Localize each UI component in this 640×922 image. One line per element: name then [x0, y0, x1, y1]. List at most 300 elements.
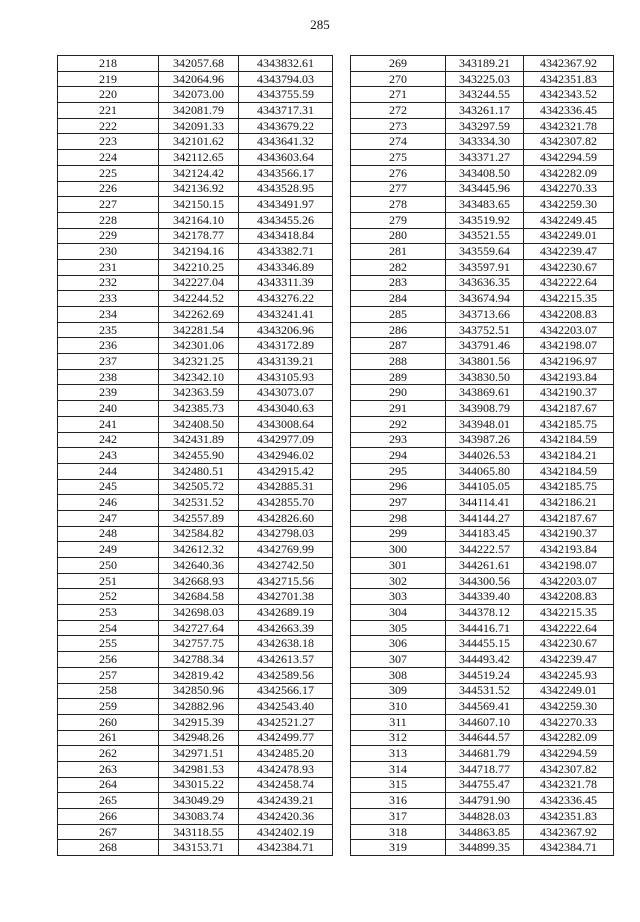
y-coordinate-cell: 4342187.67: [524, 510, 614, 526]
table-row: [351, 652, 614, 668]
x-coordinate-cell: 342164.10: [159, 212, 239, 228]
point-number-cell: 310: [351, 699, 446, 715]
y-coordinate-cell: 4342689.19: [239, 605, 333, 621]
y-coordinate-cell: 4342826.60: [239, 510, 333, 526]
y-coordinate-cell: 4342294.59: [524, 150, 614, 166]
table-row: [351, 667, 614, 683]
y-coordinate-cell: 4342613.57: [239, 652, 333, 668]
y-coordinate-cell: 4342521.27: [239, 714, 333, 730]
point-number-cell: 244: [58, 463, 159, 479]
x-coordinate-cell: 343597.91: [446, 259, 524, 275]
table-row: [58, 714, 333, 730]
point-number-cell: 299: [351, 526, 446, 542]
point-number-cell: 262: [58, 746, 159, 762]
table-row: [58, 244, 333, 260]
x-coordinate-cell: 342064.96: [159, 71, 239, 87]
table-row: [351, 636, 614, 652]
table-row: [58, 118, 333, 134]
x-coordinate-cell: 343674.94: [446, 291, 524, 307]
x-coordinate-cell: 342150.15: [159, 197, 239, 213]
point-number-cell: 274: [351, 134, 446, 150]
table-row: [58, 558, 333, 574]
point-number-cell: 243: [58, 448, 159, 464]
y-coordinate-cell: 4342885.31: [239, 479, 333, 495]
point-number-cell: 292: [351, 416, 446, 432]
point-number-cell: 226: [58, 181, 159, 197]
x-coordinate-cell: 342698.03: [159, 605, 239, 621]
table-row: [351, 589, 614, 605]
table-row: [351, 605, 614, 621]
table-row: [58, 275, 333, 291]
x-coordinate-cell: 342948.26: [159, 730, 239, 746]
point-number-cell: 295: [351, 463, 446, 479]
point-number-cell: 298: [351, 510, 446, 526]
point-number-cell: 221: [58, 103, 159, 119]
x-coordinate-cell: 342431.89: [159, 432, 239, 448]
point-number-cell: 287: [351, 338, 446, 354]
y-coordinate-cell: 4342321.78: [524, 118, 614, 134]
x-coordinate-cell: 342684.58: [159, 589, 239, 605]
point-number-cell: 306: [351, 636, 446, 652]
point-number-cell: 246: [58, 495, 159, 511]
table-row: [351, 479, 614, 495]
x-coordinate-cell: 343908.79: [446, 401, 524, 417]
y-coordinate-cell: 4343491.97: [239, 197, 333, 213]
y-coordinate-cell: 4342589.56: [239, 667, 333, 683]
y-coordinate-cell: 4342259.30: [524, 197, 614, 213]
point-number-cell: 265: [58, 793, 159, 809]
x-coordinate-cell: 344300.56: [446, 573, 524, 589]
x-coordinate-cell: 342788.34: [159, 652, 239, 668]
y-coordinate-cell: 4342307.82: [524, 134, 614, 150]
point-number-cell: 233: [58, 291, 159, 307]
table-row: [351, 714, 614, 730]
x-coordinate-cell: 343869.61: [446, 385, 524, 401]
y-coordinate-cell: 4342203.07: [524, 573, 614, 589]
x-coordinate-cell: 342981.53: [159, 761, 239, 777]
point-number-cell: 242: [58, 432, 159, 448]
x-coordinate-cell: 343371.27: [446, 150, 524, 166]
y-coordinate-cell: 4342249.45: [524, 212, 614, 228]
x-coordinate-cell: 342363.59: [159, 385, 239, 401]
x-coordinate-cell: 342505.72: [159, 479, 239, 495]
y-coordinate-cell: 4342239.47: [524, 652, 614, 668]
point-number-cell: 224: [58, 150, 159, 166]
table-row: [58, 840, 333, 856]
y-coordinate-cell: 4342715.56: [239, 573, 333, 589]
x-coordinate-cell: 342757.75: [159, 636, 239, 652]
table-row: [351, 761, 614, 777]
point-number-cell: 301: [351, 558, 446, 574]
page-number: 285: [310, 17, 330, 32]
point-number-cell: 318: [351, 824, 446, 840]
y-coordinate-cell: 4342367.92: [524, 824, 614, 840]
y-coordinate-cell: 4342193.84: [524, 542, 614, 558]
y-coordinate-cell: 4342321.78: [524, 777, 614, 793]
x-coordinate-cell: 344755.47: [446, 777, 524, 793]
x-coordinate-cell: 342262.69: [159, 307, 239, 323]
table-row: [351, 558, 614, 574]
y-coordinate-cell: 4342307.82: [524, 761, 614, 777]
x-coordinate-cell: 343987.26: [446, 432, 524, 448]
point-number-cell: 255: [58, 636, 159, 652]
table-row: [58, 150, 333, 166]
point-number-cell: 266: [58, 809, 159, 825]
x-coordinate-cell: 344455.15: [446, 636, 524, 652]
point-number-cell: 276: [351, 165, 446, 181]
table-row: [351, 212, 614, 228]
x-coordinate-cell: 343801.56: [446, 354, 524, 370]
x-coordinate-cell: 344339.40: [446, 589, 524, 605]
point-number-cell: 270: [351, 71, 446, 87]
point-number-cell: 239: [58, 385, 159, 401]
x-coordinate-cell: 342408.50: [159, 416, 239, 432]
y-coordinate-cell: 4343040.63: [239, 401, 333, 417]
y-coordinate-cell: 4343206.96: [239, 322, 333, 338]
y-coordinate-cell: 4343241.41: [239, 307, 333, 323]
x-coordinate-cell: 342727.64: [159, 620, 239, 636]
x-coordinate-cell: 342882.96: [159, 699, 239, 715]
table-row: [351, 824, 614, 840]
table-row: [58, 103, 333, 119]
y-coordinate-cell: 4343679.22: [239, 118, 333, 134]
table-row: [58, 385, 333, 401]
x-coordinate-cell: 344828.03: [446, 809, 524, 825]
table-body: [351, 56, 614, 856]
table-row: [351, 683, 614, 699]
y-coordinate-cell: 4343832.61: [239, 56, 333, 72]
y-coordinate-cell: 4342222.64: [524, 620, 614, 636]
point-number-cell: 264: [58, 777, 159, 793]
y-coordinate-cell: 4342566.17: [239, 683, 333, 699]
x-coordinate-cell: 344531.52: [446, 683, 524, 699]
table-row: [58, 636, 333, 652]
point-number-cell: 304: [351, 605, 446, 621]
y-coordinate-cell: 4342270.33: [524, 181, 614, 197]
y-coordinate-cell: 4343382.71: [239, 244, 333, 260]
x-coordinate-cell: 344718.77: [446, 761, 524, 777]
table-row: [58, 71, 333, 87]
y-coordinate-cell: 4342439.21: [239, 793, 333, 809]
table-row: [351, 777, 614, 793]
y-coordinate-cell: 4342367.92: [524, 56, 614, 72]
table-row: [351, 542, 614, 558]
x-coordinate-cell: 342342.10: [159, 369, 239, 385]
point-number-cell: 268: [58, 840, 159, 856]
table-row: [351, 416, 614, 432]
table-row: [58, 307, 333, 323]
x-coordinate-cell: 343297.59: [446, 118, 524, 134]
table-row: [58, 416, 333, 432]
table-row: [58, 526, 333, 542]
x-coordinate-cell: 344183.45: [446, 526, 524, 542]
point-number-cell: 251: [58, 573, 159, 589]
point-number-cell: 316: [351, 793, 446, 809]
x-coordinate-cell: 344493.42: [446, 652, 524, 668]
point-number-cell: 284: [351, 291, 446, 307]
point-number-cell: 300: [351, 542, 446, 558]
table-row: [351, 275, 614, 291]
point-number-cell: 220: [58, 87, 159, 103]
point-number-cell: 277: [351, 181, 446, 197]
table-row: [351, 165, 614, 181]
point-number-cell: 297: [351, 495, 446, 511]
x-coordinate-cell: 344899.35: [446, 840, 524, 856]
point-number-cell: 240: [58, 401, 159, 417]
x-coordinate-cell: 343559.64: [446, 244, 524, 260]
y-coordinate-cell: 4342855.70: [239, 495, 333, 511]
table-row: [351, 573, 614, 589]
y-coordinate-cell: 4342915.42: [239, 463, 333, 479]
y-coordinate-cell: 4342384.71: [524, 840, 614, 856]
x-coordinate-cell: 343713.66: [446, 307, 524, 323]
point-number-cell: 288: [351, 354, 446, 370]
y-coordinate-cell: 4343276.22: [239, 291, 333, 307]
y-coordinate-cell: 4342701.38: [239, 589, 333, 605]
table-row: [351, 526, 614, 542]
x-coordinate-cell: 343519.92: [446, 212, 524, 228]
x-coordinate-cell: 344569.41: [446, 699, 524, 715]
table-row: [58, 338, 333, 354]
table-row: [58, 573, 333, 589]
table-row: [58, 683, 333, 699]
point-number-cell: 294: [351, 448, 446, 464]
table-row: [351, 840, 614, 856]
y-coordinate-cell: 4343603.64: [239, 150, 333, 166]
point-number-cell: 252: [58, 589, 159, 605]
x-coordinate-cell: 342136.92: [159, 181, 239, 197]
table-row: [58, 746, 333, 762]
y-coordinate-cell: 4342270.33: [524, 714, 614, 730]
y-coordinate-cell: 4343172.89: [239, 338, 333, 354]
x-coordinate-cell: 344144.27: [446, 510, 524, 526]
point-number-cell: 232: [58, 275, 159, 291]
x-coordinate-cell: 342971.51: [159, 746, 239, 762]
y-coordinate-cell: 4342215.35: [524, 291, 614, 307]
table-row: [58, 259, 333, 275]
y-coordinate-cell: 4342769.99: [239, 542, 333, 558]
x-coordinate-cell: 342480.51: [159, 463, 239, 479]
x-coordinate-cell: 343521.55: [446, 228, 524, 244]
point-number-cell: 302: [351, 573, 446, 589]
table-row: [58, 165, 333, 181]
table-row: [351, 354, 614, 370]
table-row: [351, 103, 614, 119]
x-coordinate-cell: 342531.52: [159, 495, 239, 511]
table-row: [58, 197, 333, 213]
y-coordinate-cell: 4342336.45: [524, 793, 614, 809]
point-number-cell: 307: [351, 652, 446, 668]
x-coordinate-cell: 344222.57: [446, 542, 524, 558]
table-row: [58, 761, 333, 777]
point-number-cell: 269: [351, 56, 446, 72]
table-row: [351, 369, 614, 385]
table-row: [58, 354, 333, 370]
table-row: [351, 118, 614, 134]
x-coordinate-cell: 343636.35: [446, 275, 524, 291]
point-number-cell: 254: [58, 620, 159, 636]
y-coordinate-cell: 4343418.84: [239, 228, 333, 244]
point-number-cell: 279: [351, 212, 446, 228]
point-number-cell: 235: [58, 322, 159, 338]
y-coordinate-cell: 4343105.93: [239, 369, 333, 385]
point-number-cell: 250: [58, 558, 159, 574]
point-number-cell: 263: [58, 761, 159, 777]
y-coordinate-cell: 4342187.67: [524, 401, 614, 417]
point-number-cell: 228: [58, 212, 159, 228]
point-number-cell: 261: [58, 730, 159, 746]
y-coordinate-cell: 4342543.40: [239, 699, 333, 715]
y-coordinate-cell: 4343311.39: [239, 275, 333, 291]
y-coordinate-cell: 4342402.19: [239, 824, 333, 840]
coordinates-table-left: [57, 55, 333, 856]
table-row: [58, 432, 333, 448]
table-row: [351, 259, 614, 275]
y-coordinate-cell: 4342196.97: [524, 354, 614, 370]
point-number-cell: 290: [351, 385, 446, 401]
y-coordinate-cell: 4342222.64: [524, 275, 614, 291]
table-row: [58, 777, 333, 793]
x-coordinate-cell: 342073.00: [159, 87, 239, 103]
x-coordinate-cell: 344261.61: [446, 558, 524, 574]
x-coordinate-cell: 342124.42: [159, 165, 239, 181]
table-row: [351, 197, 614, 213]
x-coordinate-cell: 344378.12: [446, 605, 524, 621]
x-coordinate-cell: 343118.55: [159, 824, 239, 840]
point-number-cell: 238: [58, 369, 159, 385]
point-number-cell: 229: [58, 228, 159, 244]
y-coordinate-cell: 4342245.93: [524, 667, 614, 683]
table-row: [351, 322, 614, 338]
x-coordinate-cell: 343948.01: [446, 416, 524, 432]
point-number-cell: 289: [351, 369, 446, 385]
y-coordinate-cell: 4343528.95: [239, 181, 333, 197]
x-coordinate-cell: 343083.74: [159, 809, 239, 825]
x-coordinate-cell: 344114.41: [446, 495, 524, 511]
x-coordinate-cell: 342081.79: [159, 103, 239, 119]
x-coordinate-cell: 343830.50: [446, 369, 524, 385]
x-coordinate-cell: 342668.93: [159, 573, 239, 589]
point-number-cell: 248: [58, 526, 159, 542]
table-row: [351, 71, 614, 87]
point-number-cell: 308: [351, 667, 446, 683]
point-number-cell: 222: [58, 118, 159, 134]
y-coordinate-cell: 4342185.75: [524, 479, 614, 495]
y-coordinate-cell: 4342458.74: [239, 777, 333, 793]
y-coordinate-cell: 4342343.52: [524, 87, 614, 103]
table-row: [58, 510, 333, 526]
y-coordinate-cell: 4342185.75: [524, 416, 614, 432]
x-coordinate-cell: 342819.42: [159, 667, 239, 683]
table-row: [58, 87, 333, 103]
point-number-cell: 313: [351, 746, 446, 762]
table-row: [351, 291, 614, 307]
table-row: [58, 809, 333, 825]
table-row: [351, 463, 614, 479]
point-number-cell: 258: [58, 683, 159, 699]
table-row: [351, 338, 614, 354]
y-coordinate-cell: 4342742.50: [239, 558, 333, 574]
table-row: [351, 432, 614, 448]
table-row: [351, 181, 614, 197]
table-row: [58, 542, 333, 558]
y-coordinate-cell: 4342282.09: [524, 165, 614, 181]
y-coordinate-cell: 4343641.32: [239, 134, 333, 150]
table-row: [351, 228, 614, 244]
point-number-cell: 225: [58, 165, 159, 181]
point-number-cell: 260: [58, 714, 159, 730]
table-row: [58, 495, 333, 511]
point-number-cell: 282: [351, 259, 446, 275]
point-number-cell: 237: [58, 354, 159, 370]
y-coordinate-cell: 4342198.07: [524, 338, 614, 354]
table-row: [58, 369, 333, 385]
y-coordinate-cell: 4342190.37: [524, 526, 614, 542]
table-row: [351, 495, 614, 511]
x-coordinate-cell: 342227.04: [159, 275, 239, 291]
y-coordinate-cell: 4343717.31: [239, 103, 333, 119]
table-row: [351, 620, 614, 636]
table-row: [351, 385, 614, 401]
y-coordinate-cell: 4342351.83: [524, 71, 614, 87]
table-row: [58, 730, 333, 746]
table-row: [58, 652, 333, 668]
x-coordinate-cell: 344791.90: [446, 793, 524, 809]
point-number-cell: 275: [351, 150, 446, 166]
x-coordinate-cell: 343015.22: [159, 777, 239, 793]
y-coordinate-cell: 4342977.09: [239, 432, 333, 448]
y-coordinate-cell: 4343566.17: [239, 165, 333, 181]
x-coordinate-cell: 342091.33: [159, 118, 239, 134]
point-number-cell: 271: [351, 87, 446, 103]
table-row: [58, 134, 333, 150]
table-row: [351, 448, 614, 464]
x-coordinate-cell: 344105.05: [446, 479, 524, 495]
point-number-cell: 245: [58, 479, 159, 495]
x-coordinate-cell: 343244.55: [446, 87, 524, 103]
table-row: [58, 589, 333, 605]
point-number-cell: 280: [351, 228, 446, 244]
table-row: [58, 667, 333, 683]
x-coordinate-cell: 342385.73: [159, 401, 239, 417]
y-coordinate-cell: 4342336.45: [524, 103, 614, 119]
table-row: [351, 56, 614, 72]
point-number-cell: 218: [58, 56, 159, 72]
y-coordinate-cell: 4342249.01: [524, 228, 614, 244]
x-coordinate-cell: 342244.52: [159, 291, 239, 307]
y-coordinate-cell: 4342208.83: [524, 307, 614, 323]
x-coordinate-cell: 342850.96: [159, 683, 239, 699]
x-coordinate-cell: 342178.77: [159, 228, 239, 244]
point-number-cell: 273: [351, 118, 446, 134]
point-number-cell: 314: [351, 761, 446, 777]
table-row: [351, 809, 614, 825]
y-coordinate-cell: 4342198.07: [524, 558, 614, 574]
y-coordinate-cell: 4342638.18: [239, 636, 333, 652]
table-row: [58, 322, 333, 338]
table-row: [351, 150, 614, 166]
point-number-cell: 281: [351, 244, 446, 260]
y-coordinate-cell: 4342259.30: [524, 699, 614, 715]
point-number-cell: 259: [58, 699, 159, 715]
x-coordinate-cell: 342321.25: [159, 354, 239, 370]
y-coordinate-cell: 4342499.77: [239, 730, 333, 746]
point-number-cell: 272: [351, 103, 446, 119]
y-coordinate-cell: 4342230.67: [524, 636, 614, 652]
point-number-cell: 296: [351, 479, 446, 495]
table-row: [351, 746, 614, 762]
point-number-cell: 219: [58, 71, 159, 87]
